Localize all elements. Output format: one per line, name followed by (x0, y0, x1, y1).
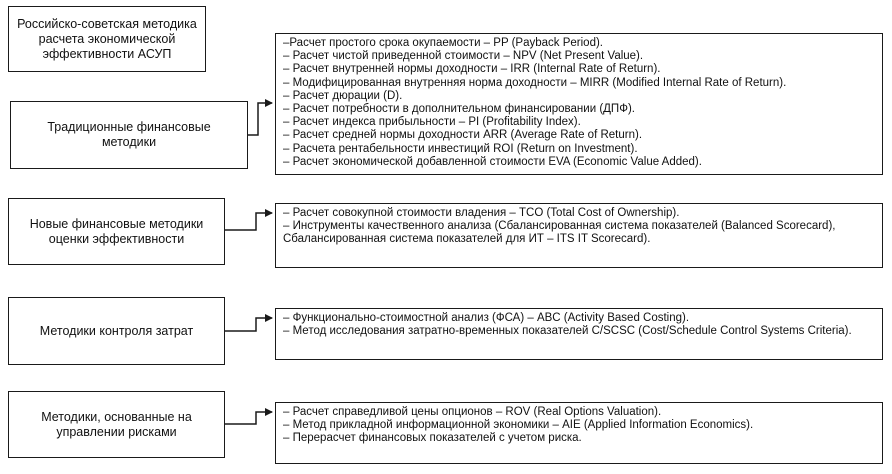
category-box-russian-soviet (8, 6, 206, 72)
connector-cost-control (225, 318, 272, 331)
method-item: – Расчет индекса прибыльности – PI (Profitability Index). (283, 116, 581, 129)
category-box-traditional (10, 101, 248, 169)
method-item: – Расчет потребности в дополнительном финансировании (ДПФ). (283, 103, 635, 116)
methods-box-risk (275, 402, 883, 464)
method-item: – Расчет совокупной стоимости владения – TCO (Total Cost of Ownership). (283, 207, 680, 219)
method-item: – Расчет внутренней нормы доходности – IRR (Internal Rate of Return). (283, 63, 661, 76)
category-label-cost-control: Методики контроля затрат (39, 323, 194, 338)
method-item: – Модифицированная внутренняя норма доходности – MIRR (Modified Internal Rate of Return). (283, 76, 787, 89)
methods-box-traditional (275, 33, 883, 175)
method-item: – Метод прикладной информационной экономики – AIE (Applied Information Economics). (283, 419, 754, 432)
method-item: – Расчет справедливой цены опционов – ROV (Real Options Valuation). (283, 406, 662, 418)
category-label-traditional: Традиционные финансовые методики (47, 120, 211, 149)
method-item: – Расчет дюрации (D). (283, 89, 403, 102)
method-item: –Расчет простого срока окупаемости – PP (Payback Period). (283, 37, 604, 49)
method-item: – Инструменты качественного анализа (Сбалансированная система показателей (Balanced Scorecard), Сбалансированная система показателей для ИТ – ITS IT Scorecard). (283, 220, 836, 246)
connector-risk (225, 412, 272, 424)
method-item: – Метод исследования затратно-временных показателей C/SCSC (Cost/Schedule Control Systems Criteria). (283, 325, 852, 338)
category-box-risk (8, 391, 225, 458)
method-item: – Расчет экономической добавленной стоимости EVA (Economic Value Added). (283, 155, 702, 168)
method-item: – Функционально-стоимостной анализ (ФСА) – ABC (Activity Based Costing). (283, 312, 690, 324)
connector-traditional (248, 103, 272, 135)
connector-new-financial (225, 213, 272, 230)
method-item: – Расчет чистой приведенной стоимости – NPV (Net Present Value). (283, 50, 644, 63)
category-label-russian-soviet: Российско-советская методика расчета экономической эффективности АСУП (17, 16, 197, 61)
category-label-new-financial: Новые финансовые методики оценки эффективности (29, 216, 204, 246)
methods-box-cost-control (275, 308, 883, 360)
methods-box-new-financial (275, 203, 883, 268)
method-item: – Перерасчет финансовых показателей с учетом риска. (283, 432, 582, 445)
category-box-cost-control (8, 297, 225, 365)
method-item: – Расчета рентабельности инвестиций ROI (Return on Investment). (283, 142, 638, 155)
method-item: – Расчет средней нормы доходности ARR (Average Rate of Return). (283, 129, 643, 142)
category-label-risk: Методики, основанные на управлении рисками (41, 409, 192, 439)
category-box-new-financial (8, 198, 225, 265)
